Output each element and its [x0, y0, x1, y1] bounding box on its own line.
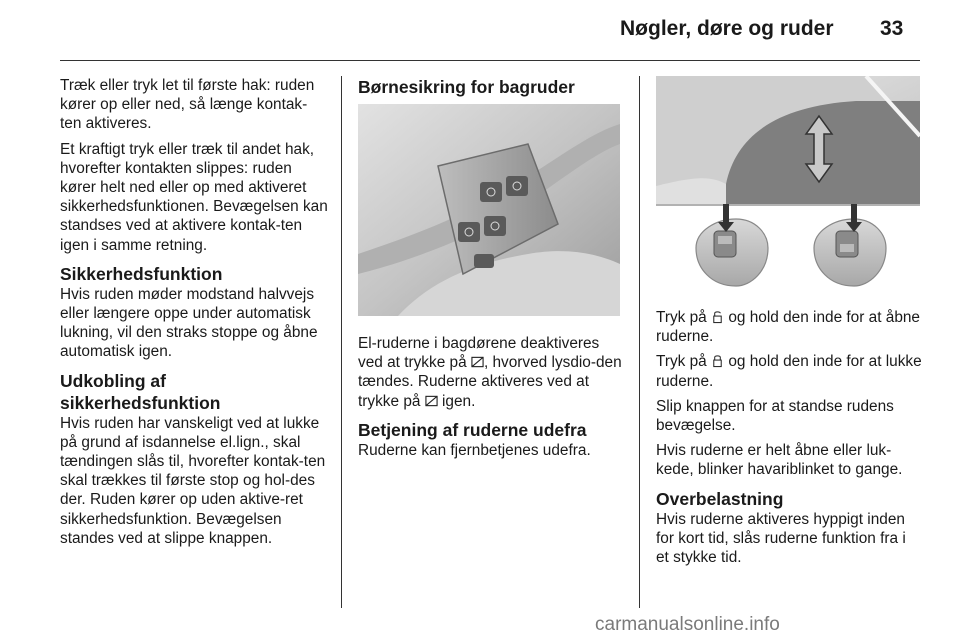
paragraph-overload: Hvis ruderne aktiveres hyppigt inden for kort tid, slås ruderne funktion fra i et stykke tid. [656, 510, 906, 567]
paragraph-release-button: Slip knappen for at standse rudens bevægelse. [656, 397, 894, 435]
paragraph-disable-safety: Hvis ruden har vanskeligt ved at lukke på grund af isdannelse el.lign., skal tændingen slås til, hvorefter kontak-ten skal trækkes til første stop og hol-des der. Ruden kører op uden aktive-ret sikkerhedsfunktion. Bevægelsen standes ved at slippe knappen. [60, 414, 326, 547]
child-lock-icon[interactable] [471, 355, 484, 369]
lock-key-icon[interactable] [711, 354, 724, 368]
header-divider [60, 60, 920, 61]
paragraph-child-lock: El-ruderne i bagdørene deaktiveres ved at trykke på , hvorved lysdio-den tændes. Ruderne aktiveres ved at trykke på igen. [358, 335, 622, 410]
column-1 [60, 76, 328, 554]
unlock-key-icon[interactable] [711, 310, 724, 324]
remote-key-figure [656, 76, 920, 294]
page-title: Nøgler, døre og ruder [620, 17, 834, 40]
column-divider-2 [639, 76, 640, 608]
paragraph-second-stop: Et kraftigt tryk eller træk til andet hak, hvorefter kontakten slippes: ruden kører helt ned eller op med aktiveret sikkerhedsfunktionen. Bevægelsen kan standses ved at aktivere kontak-ten igen i samme retning. [60, 140, 328, 254]
page-header [0, 0, 960, 60]
heading-child-lock: Børnesikring for bagruder [358, 77, 575, 97]
paragraph-first-stop: Træk eller tryk let til første hak: ruden kører op eller ned, så længe kontak-ten aktiveres. [60, 77, 315, 133]
column-3 [656, 76, 922, 573]
paragraph-hazard-flash: Hvis ruderne er helt åbne eller luk-kede, blinker havariblinket to gange. [656, 442, 903, 479]
heading-disable-safety: Udkobling af sikkerhedsfunktion [60, 370, 221, 413]
heading-safety-function: Sikkerhedsfunktion [60, 263, 223, 284]
watermark: carmanualsonline.info [595, 614, 780, 635]
paragraph-remote-operation: Ruderne kan fjernbetjenes udefra. [358, 441, 591, 459]
column-divider-1 [341, 76, 342, 608]
paragraph-close-windows: Tryk på og hold den inde for at lukke ruderne. [656, 353, 922, 390]
child-lock-icon[interactable] [425, 394, 438, 408]
paragraph-safety-function: Hvis ruden møder modstand halvvejs eller længere oppe under automatisk lukning, vil den straks stoppe og åbne automatisk igen. [60, 285, 318, 361]
column-2 [358, 76, 624, 466]
door-switch-figure [358, 104, 620, 316]
heading-overload: Overbelastning [656, 488, 784, 509]
page-number: 33 [880, 17, 904, 40]
paragraph-open-windows: Tryk på og hold den inde for at åbne ruderne. [656, 309, 920, 346]
heading-remote-operation: Betjening af ruderne udefra [358, 419, 587, 440]
